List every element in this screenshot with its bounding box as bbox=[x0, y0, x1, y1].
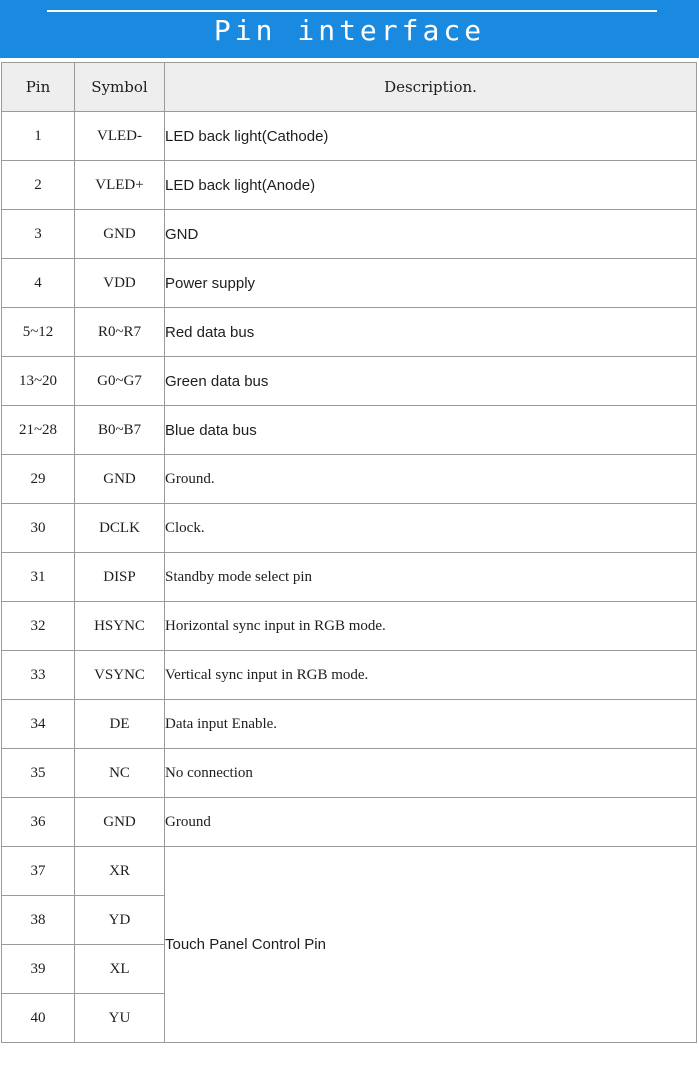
description-cell: Horizontal sync input in RGB mode. bbox=[165, 602, 697, 651]
table-row bbox=[2, 455, 697, 504]
symbol-cell: GND bbox=[75, 210, 165, 259]
pin-cell: 38 bbox=[2, 896, 75, 945]
pin-cell: 32 bbox=[2, 602, 75, 651]
symbol-cell: YD bbox=[75, 896, 165, 945]
symbol-cell: DISP bbox=[75, 553, 165, 602]
table-row bbox=[2, 504, 697, 553]
description-cell: Clock. bbox=[165, 504, 697, 553]
table-row bbox=[2, 357, 697, 406]
symbol-cell: VLED- bbox=[75, 112, 165, 161]
description-cell: Green data bus bbox=[165, 357, 697, 406]
pin-cell: 3 bbox=[2, 210, 75, 259]
pin-cell: 2 bbox=[2, 161, 75, 210]
description-cell: Vertical sync input in RGB mode. bbox=[165, 651, 697, 700]
table-row bbox=[2, 700, 697, 749]
header-banner bbox=[0, 0, 699, 58]
description-cell: Power supply bbox=[165, 259, 697, 308]
pin-cell: 35 bbox=[2, 749, 75, 798]
description-cell: Ground bbox=[165, 798, 697, 847]
pin-cell: 1 bbox=[2, 112, 75, 161]
pin-cell: 21~28 bbox=[2, 406, 75, 455]
symbol-cell: NC bbox=[75, 749, 165, 798]
symbol-cell: XL bbox=[75, 945, 165, 994]
pin-cell: 40 bbox=[2, 994, 75, 1043]
symbol-cell: GND bbox=[75, 455, 165, 504]
pin-table bbox=[1, 62, 697, 1043]
symbol-cell: DCLK bbox=[75, 504, 165, 553]
pin-cell: 30 bbox=[2, 504, 75, 553]
pin-cell: 37 bbox=[2, 847, 75, 896]
symbol-cell: G0~G7 bbox=[75, 357, 165, 406]
table-row bbox=[2, 406, 697, 455]
table-row bbox=[2, 602, 697, 651]
pin-cell: 4 bbox=[2, 259, 75, 308]
table-row bbox=[2, 308, 697, 357]
symbol-cell: XR bbox=[75, 847, 165, 896]
symbol-cell: GND bbox=[75, 798, 165, 847]
pin-cell: 36 bbox=[2, 798, 75, 847]
description-cell-merged: Touch Panel Control Pin bbox=[165, 847, 697, 1043]
table-row bbox=[2, 651, 697, 700]
symbol-cell: VDD bbox=[75, 259, 165, 308]
description-cell: LED back light(Anode) bbox=[165, 161, 697, 210]
pin-cell: 31 bbox=[2, 553, 75, 602]
table-row bbox=[2, 112, 697, 161]
symbol-cell: YU bbox=[75, 994, 165, 1043]
description-cell: Red data bus bbox=[165, 308, 697, 357]
pin-cell: 5~12 bbox=[2, 308, 75, 357]
description-cell: Standby mode select pin bbox=[165, 553, 697, 602]
pin-cell: 33 bbox=[2, 651, 75, 700]
pin-cell: 34 bbox=[2, 700, 75, 749]
symbol-cell: B0~B7 bbox=[75, 406, 165, 455]
symbol-cell: HSYNC bbox=[75, 602, 165, 651]
symbol-cell: VSYNC bbox=[75, 651, 165, 700]
table-row bbox=[2, 259, 697, 308]
table-row bbox=[2, 847, 697, 896]
column-header-pin: Pin bbox=[2, 63, 75, 112]
column-header-symbol: Symbol bbox=[75, 63, 165, 112]
description-cell: GND bbox=[165, 210, 697, 259]
description-cell: Data input Enable. bbox=[165, 700, 697, 749]
description-cell: Ground. bbox=[165, 455, 697, 504]
symbol-cell: R0~R7 bbox=[75, 308, 165, 357]
page-title: Pin interface bbox=[213, 14, 486, 47]
column-header-description: Description. bbox=[165, 63, 697, 112]
symbol-cell: VLED+ bbox=[75, 161, 165, 210]
table-row bbox=[2, 798, 697, 847]
table-row bbox=[2, 210, 697, 259]
description-cell: No connection bbox=[165, 749, 697, 798]
pin-cell: 39 bbox=[2, 945, 75, 994]
table-header-row bbox=[2, 63, 697, 112]
description-cell: LED back light(Cathode) bbox=[165, 112, 697, 161]
table-row bbox=[2, 161, 697, 210]
table-row bbox=[2, 749, 697, 798]
table-row bbox=[2, 553, 697, 602]
pin-cell: 13~20 bbox=[2, 357, 75, 406]
pin-cell: 29 bbox=[2, 455, 75, 504]
symbol-cell: DE bbox=[75, 700, 165, 749]
description-cell: Blue data bus bbox=[165, 406, 697, 455]
